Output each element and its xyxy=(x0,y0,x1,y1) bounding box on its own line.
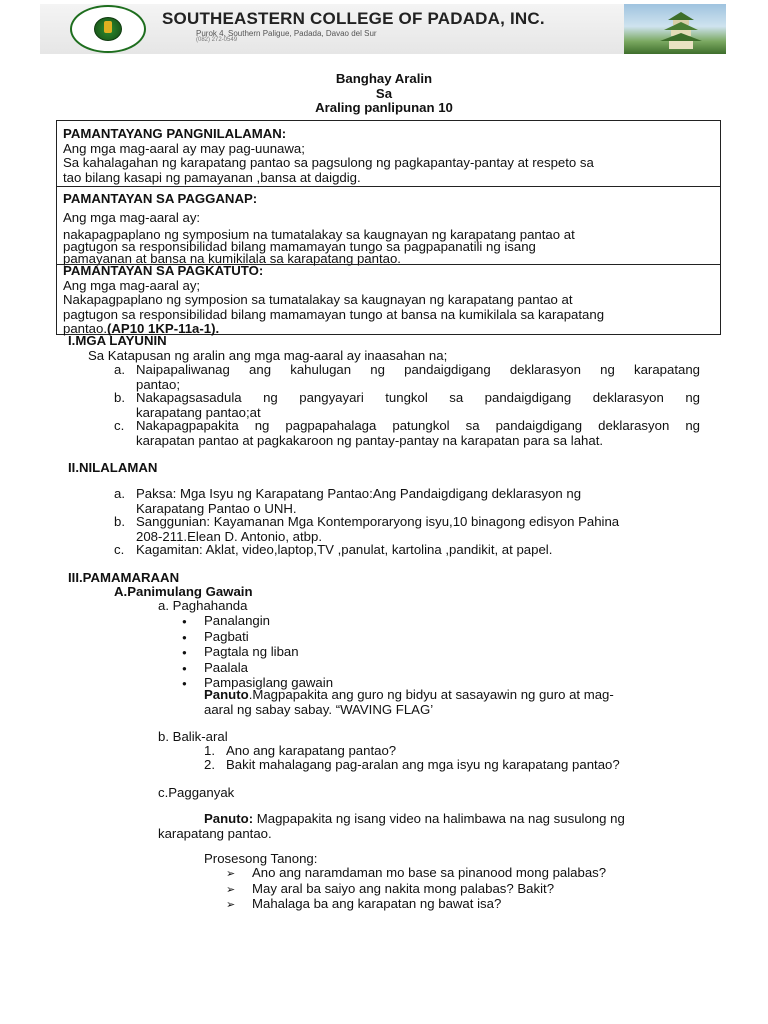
performance-standard-line: pagtugon sa responsibilidad bilang mamamayan tungo sa pagpapanatili ng isang xyxy=(63,239,536,254)
content-standard-line: Ang mga mag-aaral ay may pag-uunawa; xyxy=(63,140,305,156)
content-standard-line: Sa kahalagahan ng karapatang pantao sa pagsulong ng pagkapantay-pantay at respeto sa xyxy=(63,155,594,170)
panuto-instruction xyxy=(204,688,614,717)
lesson-plan-title: Banghay Aralin xyxy=(335,71,433,86)
header-banner xyxy=(40,4,726,54)
content-item-marker: c. xyxy=(114,542,125,557)
college-address: Purok 4, Southern Paligue, Padada, Davao del Sur xyxy=(196,29,377,38)
objective-item-line: Nakapagpapakita ng pagpapahalaga patungkol sa pandaigdigang deklarasyon ng xyxy=(136,418,700,433)
content-item-line: Sanggunian: Kayamanan Mga Kontemporaryong isyu,10 binagong edisyon Pahina xyxy=(136,514,620,529)
procedure-subheading: A.Panimulang Gawain xyxy=(114,584,253,599)
objective-item-line: Naipapaliwanag ang kahulugan ng pandaigdigang deklarasyon ng karapatang xyxy=(136,362,700,377)
process-question-list xyxy=(226,866,606,913)
content-heading: II.NILALAMAN xyxy=(68,460,158,475)
section-divider xyxy=(57,186,720,187)
review-item: Ano ang karapatang pantao? xyxy=(226,743,397,758)
content-item-line: 208-211.Elean D. Antonio, atbp. xyxy=(136,528,322,544)
college-name: SOUTHEASTERN COLLEGE OF PADADA, INC. xyxy=(162,9,545,28)
paghahanda-label: a. Paghahanda xyxy=(158,598,248,613)
objective-item-line: karapatang pantao;at xyxy=(136,404,261,420)
content-item-marker: b. xyxy=(114,514,125,529)
content-item xyxy=(136,487,581,516)
objective-item-line: karapatan pantao at pagkakaroon ng pantay-pantay na karapatan para sa lahat. xyxy=(136,432,604,448)
preparation-bullet-list xyxy=(182,614,333,692)
bullet-item: ● Pagtala ng liban xyxy=(182,645,333,661)
procedure-heading: III.PAMAMARAAN xyxy=(68,570,180,585)
content-standard-line: tao bilang kasapi ng pamayanan ,bansa at daigdig. xyxy=(63,169,361,185)
bullet-item: ● Panalangin xyxy=(182,614,333,630)
performance-standard-heading: PAMANTAYAN SA PAGGANAP: xyxy=(63,191,258,206)
objective-item-line: Nakapagsasadula ng pangyayari tungkol sa pandaigdigang deklarasyon ng xyxy=(136,390,700,405)
content-item-line: Kagamitan: Aklat, video,laptop,TV ,panulat, kartolina ,pandikit, at papel. xyxy=(136,542,553,557)
performance-standard-line: nakapagpaplano ng symposium na tumatalakay sa kaugnayan ng karapatang pantao at xyxy=(63,227,575,242)
content-item-line: Paksa: Mga Isyu ng Karapatang Pantao:Ang Pandaigdigang deklarasyon ng xyxy=(136,486,582,501)
panuto-text: .Magpapakita ang guro ng bidyu at sasayawin ng guro at mag- xyxy=(248,687,614,702)
content-standard-heading: PAMANTAYANG PANGNILALAMAN: xyxy=(63,126,287,141)
balik-aral-label: b. Balik-aral xyxy=(158,729,228,744)
review-item-marker: 1. xyxy=(204,743,215,758)
bullet-item: ● Pampasiglang gawain xyxy=(182,676,333,692)
panuto-instruction xyxy=(158,812,625,841)
objective-item xyxy=(136,419,700,448)
learning-competency-line: Ang mga mag-aaral ay; xyxy=(63,277,201,293)
panuto-text: aaral ng sabay sabay. “WAVING FLAG’ xyxy=(204,701,434,717)
pagoda-icon xyxy=(660,10,702,50)
bullet-item: ● Pagbati xyxy=(182,630,333,646)
performance-standard-section xyxy=(57,192,720,265)
bullet-item: ● Paalala xyxy=(182,661,333,677)
panuto-text: karapatang pantao. xyxy=(158,825,272,841)
content-standard-section xyxy=(57,127,720,185)
college-seal-logo xyxy=(70,5,146,53)
review-item: Bakit mahalagang pag-aralan ang mga isyu ng karapatang pantao? xyxy=(226,757,620,772)
content-item xyxy=(136,543,552,558)
content-item-line: Karapatang Pantao o UNH. xyxy=(136,500,297,516)
learning-competency-text: pantao. xyxy=(63,321,107,336)
college-phone: (082) 272-0549 xyxy=(196,37,238,43)
objective-item-line: pantao; xyxy=(136,376,180,392)
panuto-label: Panuto xyxy=(204,687,249,702)
learning-competency-heading: PAMANTAYAN SA PAGKATUTO: xyxy=(63,263,264,278)
objectives-intro: Sa Katapusan ng aralin ang mga mag-aaral ay inaasahan na; xyxy=(88,348,448,363)
objectives-heading: I.MGA LAYUNIN xyxy=(68,333,167,348)
pagoda-landscape-image xyxy=(624,4,726,54)
review-item-marker: 2. xyxy=(204,757,215,772)
performance-standard-line: pamayanan at bansa na kumikilala sa karapatang pantao. xyxy=(63,251,401,266)
pagganyak-label: c.Pagganyak xyxy=(158,785,235,800)
process-question: ➢ May aral ba saiyo ang nakita mong palabas? Bakit? xyxy=(226,882,606,898)
panuto-text: Magpapakita ng isang video na halimbawa na nag susulong ng xyxy=(253,811,625,826)
learning-competency-line: pagtugon sa responsibilidad bilang mamamayan tungo at bansa na kumikilala sa karapatang xyxy=(63,306,605,322)
performance-standard-line: Ang mga mag-aaral ay: xyxy=(63,209,201,225)
prosesong-tanong-label: Prosesong Tanong: xyxy=(204,851,318,866)
objective-item xyxy=(136,363,700,392)
process-question: ➢ Ano ang naramdaman mo base sa pinanood mong palabas? xyxy=(226,866,606,882)
lesson-plan-subject: Araling panlipunan 10 xyxy=(315,100,453,115)
content-item xyxy=(136,515,619,544)
panuto-label: Panuto: xyxy=(204,811,254,826)
learning-competency-line: Nakapagpaplano ng symposion sa tumatalakay sa kaugnayan ng karapatang pantao at xyxy=(63,292,573,307)
objective-item-marker: b. xyxy=(114,390,125,405)
objective-item-marker: a. xyxy=(114,362,125,377)
learning-competency-section xyxy=(57,264,720,337)
process-question: ➢ Mahalaga ba ang karapatan ng bawat isa? xyxy=(226,897,606,913)
objective-item-marker: c. xyxy=(114,418,125,433)
lesson-plan-title-sa: Sa xyxy=(375,86,393,101)
competency-code: (AP10 1KP-11a-1). xyxy=(107,321,220,336)
standards-table xyxy=(56,120,721,335)
content-item-marker: a. xyxy=(114,486,125,501)
objective-item xyxy=(136,391,700,420)
